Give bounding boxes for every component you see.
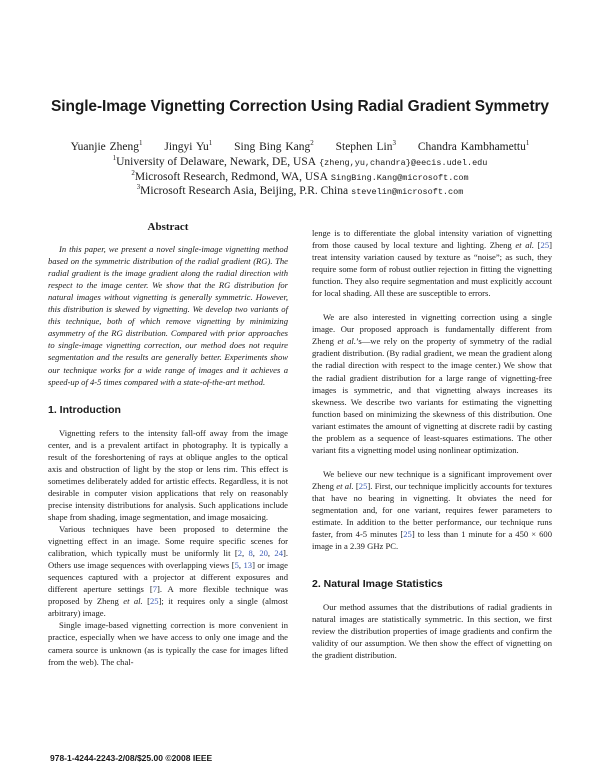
author-name: Stephen Lin xyxy=(335,141,393,153)
affiliation-1 xyxy=(0,154,600,168)
affil-email: stevelin@microsoft.com xyxy=(351,187,464,197)
text-run: Various techniques have been proposed to determine the vignetting effect in an image. Some require specific scenes for calibration, which typically must be uniformly lit [ xyxy=(48,524,288,559)
section2-paragraph-1: Our method assumes that the distributions of radial gradients in natural images are statistically symmetric. In this section, we first review the distribution properties of image gradients and confirm the validity of our assumption. We then show the effect of vignetting on the gradient distribution. xyxy=(312,602,552,661)
right-paragraph-1 xyxy=(312,227,552,299)
citation-link[interactable]: 24 xyxy=(274,548,284,559)
right-paragraph-3 xyxy=(312,468,552,552)
section-heading-natural-image-statistics: 2. Natural Image Statistics xyxy=(312,578,443,591)
affil-mark: 3 xyxy=(136,183,141,191)
text-run: ’s—we rely on the property of symmetry of the radial gradient distribution. (By radial gradient, we mean the gradient along the radial direction with respect to the image center.) We show that the radial gradient distribution for a large range of vignetting-free images is symmetric, and that vignetting always increases its skewness. We describe two variants for estimating the vignetting function based on minimizing the skewness of this distribution. One variant estimates the amount of vignetting at discrete radii by casting the problem as a sequence of least-squares estimations. The other variant fits a vignetting model using nonlinear optimization. xyxy=(312,336,553,455)
text-run: et al. xyxy=(123,596,143,607)
section-heading-introduction: 1. Introduction xyxy=(48,403,121,416)
text-run: lenge is to differentiate the global intensity variation of vignetting from those caused by local texture and lighting. Zheng xyxy=(312,228,552,251)
abstract-text: In this paper, we present a novel single-image vignetting method based on the symmetric distribution of the radial gradient (RG). The radial gradient is the image gradient along the radial direction with respect to the image center. We show that the RG distribution for natural images without vignetting is generally symmetric. However, this distribution is skewed by vignetting. We develop two variants of this technique, both of which remove vignetting by minimizing asymmetry of the RG distribution. Compared with prior approaches to single-image vignetting correction, our method does not require segmentation and the results are generally better. Experiments show our technique works for a wide range of images and it achieves a speed-up of 4-5 times compared with a state-of-the-art method. xyxy=(48,244,288,387)
text-run: ] or image sequences captured with a projector at different exposures and different aperture settings [ xyxy=(48,560,288,595)
text-run: ]; it requires only a single (almost arbitrary) image. xyxy=(48,596,289,619)
citation-link[interactable]: 8 xyxy=(248,548,253,559)
text-run: ] to less than 1 minute for a 450 × 600 image in a 2.39 GHz PC. xyxy=(312,529,552,552)
author-name: Chandra Kambhamettu xyxy=(417,141,526,153)
author-1 xyxy=(71,141,143,153)
author-name: Yuanjie Zheng xyxy=(70,141,139,153)
text-run: ]. Others use image sequences with overlapping views [ xyxy=(48,548,289,571)
intro-paragraph-1: Vignetting refers to the intensity fall-off away from the image center, and is a prevalent artifact in photography. It is typically a result of the foreshortening of rays at oblique angles to the optical axis and obstruction of light by the stop or lens rim. This effect is sometimes deliberately added for artistic effects. Regardless, it is not desirable in computer vision applications that rely on reasonably precise intensity distributions for analysis. Such applications include shape from shading, image segmentation, and image mosaicing. xyxy=(48,427,288,522)
citation-link[interactable]: 25 xyxy=(149,596,159,607)
affil-name: Microsoft Research Asia, Beijing, P.R. China xyxy=(140,185,349,197)
right-paragraph-2 xyxy=(312,311,552,456)
citation-link[interactable]: 25 xyxy=(540,240,550,251)
paper-title: Single-Image Vignetting Correction Using Radial Gradient Symmetry xyxy=(51,98,549,115)
text-run: We are also interested in vignetting correction using a single image. Our proposed approach is fundamentally different from Zheng xyxy=(312,312,552,347)
affil-name: Microsoft Research, Redmond, WA, USA xyxy=(134,171,328,183)
text-run: [ xyxy=(142,596,150,607)
affil-mark: 1 xyxy=(112,154,117,162)
affil-email: SingBing.Kang@microsoft.com xyxy=(330,173,469,183)
citation-link[interactable]: 7 xyxy=(152,584,158,595)
text-run: [ xyxy=(534,240,541,251)
text-run: et al. xyxy=(515,240,535,251)
author-3 xyxy=(234,141,314,153)
abstract-heading: Abstract xyxy=(147,221,189,233)
author-2 xyxy=(164,141,212,153)
author-4 xyxy=(336,141,396,153)
text-run: et al. xyxy=(336,480,354,491)
citation-link[interactable]: 2 xyxy=(237,548,242,559)
text-run: ] treat intensity variation caused by texture as “noise”; as such, they require some form of robust outlier rejection in fitting the vignetting function. They also require segmentation and must explicitly account for local shading. All these are susceptible to errors. xyxy=(312,240,552,299)
author-list xyxy=(0,139,600,153)
author-affil-mark: 1 xyxy=(208,139,213,147)
author-affil-mark: 2 xyxy=(310,139,314,147)
copyright-footer: 978-1-4244-2243-2/08/$25.00 ©2008 IEEE xyxy=(50,753,213,763)
citation-link[interactable]: 25 xyxy=(403,529,412,540)
affiliation-2 xyxy=(0,169,600,183)
author-affil-mark: 1 xyxy=(139,139,143,147)
citation-link[interactable]: 20 xyxy=(259,548,268,559)
text-run: We believe our new technique is a significant improvement over Zheng xyxy=(312,468,552,491)
author-5 xyxy=(418,141,529,153)
left-column xyxy=(48,221,288,668)
affil-email: {zheng,yu,chandra}@eecis.udel.edu xyxy=(319,158,488,168)
text-run: [ xyxy=(353,480,359,491)
text-run: ]. First, our technique implicitly accounts for textures that have no bearing in vignetting. It obviates the need for segmentation and, for one variant, requires fewer parameters to estimate. In addition to the better performance, our technique runs faster, from 4-5 minutes [ xyxy=(312,480,552,540)
author-affil-mark: 3 xyxy=(392,139,397,147)
author-name: Sing Bing Kang xyxy=(234,141,311,153)
affiliation-3 xyxy=(0,183,600,197)
citation-link[interactable]: 25 xyxy=(358,480,368,491)
right-column xyxy=(312,227,552,661)
intro-paragraph-2: Various techniques have been proposed to determine the vignetting effect in an image. Some require specific scenes for calibration, which typically must be uniformly lit [2, 8, 20, 24]. Others use image sequences with overlapping views [5, 13] or image sequences captured with a projector at different exposures and different aperture settings [7]. A more flexible technique was proposed by Zheng et al. [25]; it requires only a single (almost arbitrary) image. xyxy=(48,524,289,619)
affil-name: University of Delaware, Newark, DE, USA xyxy=(116,156,317,168)
intro-paragraph-3: Single image-based vignetting correction is more convenient in practice, especially when we have access to only one image and the camera source is unknown (as is typically the case for images lifted from the web). The chal- xyxy=(48,620,288,667)
text-run: et al. xyxy=(337,336,356,347)
author-name: Jingyi Yu xyxy=(164,141,209,153)
affil-mark: 2 xyxy=(131,169,135,177)
citation-link[interactable]: 13 xyxy=(243,560,253,571)
text-run: ]. A more flexible technique was proposed by Zheng xyxy=(48,584,288,607)
citation-link[interactable]: 5 xyxy=(234,560,239,571)
author-affil-mark: 1 xyxy=(525,139,530,147)
